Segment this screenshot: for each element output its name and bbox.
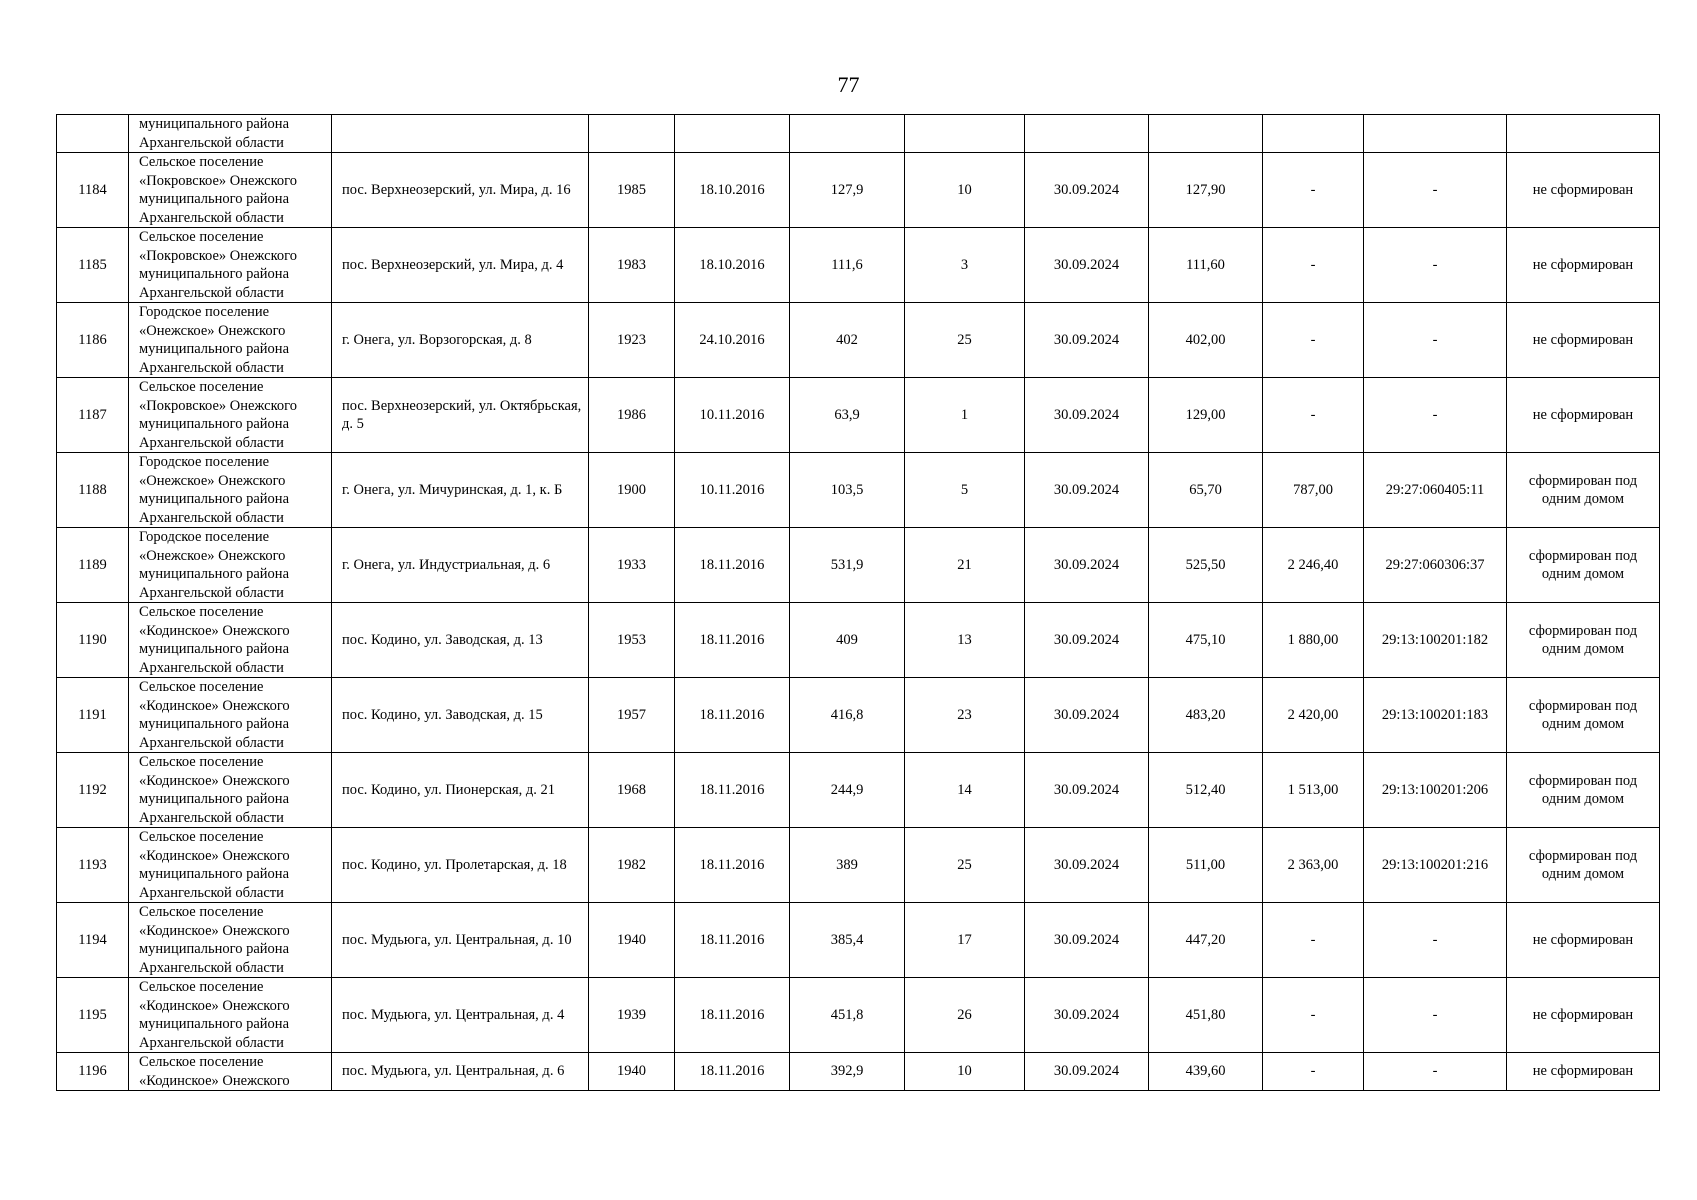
settlement-line: Городское поселение: [139, 454, 270, 470]
cell-residents-count: 3: [905, 228, 1025, 303]
table-body: [57, 115, 1660, 1091]
cell-settlement: [129, 303, 332, 378]
settlement-line: «Онежское» Онежского: [139, 547, 286, 564]
cell-total-area: 451,80: [1149, 978, 1263, 1053]
settlement-line: Сельское поселение: [139, 904, 264, 920]
cell-address: пос. Мудьюга, ул. Центральная, д. 10: [332, 903, 589, 978]
settlement-line: Архангельской области: [139, 584, 284, 601]
cell-land-area: -: [1263, 1053, 1364, 1091]
settlement-line: Архангельской области: [139, 659, 284, 676]
cell-total-area: 65,70: [1149, 453, 1263, 528]
cell-residents-count: 26: [905, 978, 1025, 1053]
cell-land-status: не сформирован: [1507, 153, 1660, 228]
cell-resettlement-deadline: 30.09.2024: [1025, 753, 1149, 828]
cell-land-area: -: [1263, 153, 1364, 228]
housing-registry-table: [56, 114, 1660, 1091]
settlement-line: Архангельской области: [139, 809, 284, 826]
cell-year-built: 1939: [589, 978, 675, 1053]
cell-living-area: 392,9: [790, 1053, 905, 1091]
cell-settlement: [129, 378, 332, 453]
cell-total-area: 512,40: [1149, 753, 1263, 828]
cell-settlement: [129, 1053, 332, 1091]
settlement-line: «Покровское» Онежского: [139, 397, 298, 414]
cell-recognition-date: 18.11.2016: [675, 603, 790, 678]
cell-year-built: 1923: [589, 303, 675, 378]
cell-settlement: [129, 603, 332, 678]
cell-number: 1194: [57, 903, 129, 978]
settlement-line: Сельское поселение: [139, 379, 264, 395]
cell-resettlement-deadline: 30.09.2024: [1025, 978, 1149, 1053]
cell-living-area: [790, 115, 905, 153]
cell-land-area: 1 880,00: [1263, 603, 1364, 678]
table-row: [57, 828, 1660, 903]
cell-address: пос. Верхнеозерский, ул. Мира, д. 4: [332, 228, 589, 303]
settlement-line: «Покровское» Онежского: [139, 172, 298, 189]
cell-land-status: сформирован под одним домом: [1507, 678, 1660, 753]
cell-land-status: не сформирован: [1507, 303, 1660, 378]
cell-year-built: 1953: [589, 603, 675, 678]
cell-land-status: не сформирован: [1507, 1053, 1660, 1091]
cell-living-area: 451,8: [790, 978, 905, 1053]
cell-address: [332, 115, 589, 153]
cell-land-status: сформирован под одним домом: [1507, 453, 1660, 528]
cell-settlement: [129, 903, 332, 978]
settlement-line: Городское поселение: [139, 529, 270, 545]
cell-land-status: сформирован под одним домом: [1507, 603, 1660, 678]
cell-resettlement-deadline: 30.09.2024: [1025, 903, 1149, 978]
cell-cadastral-number: -: [1364, 378, 1507, 453]
cell-number: 1191: [57, 678, 129, 753]
cell-residents-count: 13: [905, 603, 1025, 678]
cell-cadastral-number: -: [1364, 1053, 1507, 1091]
cell-number: 1185: [57, 228, 129, 303]
cell-settlement: [129, 678, 332, 753]
table-row: [57, 1053, 1660, 1091]
settlement-line: «Кодинское» Онежского: [139, 997, 290, 1014]
settlement-line: Сельское поселение: [139, 1054, 264, 1070]
cell-resettlement-deadline: 30.09.2024: [1025, 228, 1149, 303]
cell-recognition-date: 18.11.2016: [675, 528, 790, 603]
cell-resettlement-deadline: 30.09.2024: [1025, 828, 1149, 903]
cell-address: пос. Верхнеозерский, ул. Октябрьская, д. 5: [332, 378, 589, 453]
cell-address: пос. Кодино, ул. Заводская, д. 15: [332, 678, 589, 753]
table-row: [57, 453, 1660, 528]
cell-residents-count: 5: [905, 453, 1025, 528]
cell-cadastral-number: -: [1364, 228, 1507, 303]
cell-total-area: 447,20: [1149, 903, 1263, 978]
cell-cadastral-number: -: [1364, 978, 1507, 1053]
cell-recognition-date: 18.11.2016: [675, 903, 790, 978]
cell-total-area: 127,90: [1149, 153, 1263, 228]
cell-settlement: [129, 753, 332, 828]
cell-recognition-date: 18.11.2016: [675, 678, 790, 753]
cell-total-area: 402,00: [1149, 303, 1263, 378]
table-row: [57, 903, 1660, 978]
cell-land-area: -: [1263, 378, 1364, 453]
cell-address: пос. Кодино, ул. Заводская, д. 13: [332, 603, 589, 678]
cell-living-area: 409: [790, 603, 905, 678]
settlement-line: «Кодинское» Онежского: [139, 847, 290, 864]
cell-year-built: 1940: [589, 1053, 675, 1091]
cell-living-area: 385,4: [790, 903, 905, 978]
settlement-line: Сельское поселение: [139, 604, 264, 620]
table-row: [57, 978, 1660, 1053]
cell-year-built: 1985: [589, 153, 675, 228]
cell-year-built: [589, 115, 675, 153]
settlement-line: «Онежское» Онежского: [139, 322, 286, 339]
cell-number: 1186: [57, 303, 129, 378]
page-number: 77: [837, 72, 860, 97]
cell-total-area: [1149, 115, 1263, 153]
settlement-line: муниципального района: [139, 191, 289, 207]
cell-living-area: 111,6: [790, 228, 905, 303]
settlement-line: Сельское поселение: [139, 154, 264, 170]
settlement-line: «Кодинское» Онежского: [139, 922, 290, 939]
cell-land-status: сформирован под одним домом: [1507, 753, 1660, 828]
cell-residents-count: [905, 115, 1025, 153]
settlement-line: Архангельской области: [139, 959, 284, 976]
cell-total-area: 483,20: [1149, 678, 1263, 753]
cell-year-built: 1968: [589, 753, 675, 828]
table-row: [57, 303, 1660, 378]
settlement-line: муниципального района: [139, 1016, 289, 1032]
cell-residents-count: 1: [905, 378, 1025, 453]
cell-settlement: [129, 978, 332, 1053]
settlement-line: Архангельской области: [139, 359, 284, 376]
cell-land-area: [1263, 115, 1364, 153]
cell-land-status: не сформирован: [1507, 903, 1660, 978]
table-row: [57, 153, 1660, 228]
cell-address: пос. Верхнеозерский, ул. Мира, д. 16: [332, 153, 589, 228]
cell-number: 1188: [57, 453, 129, 528]
cell-number: 1184: [57, 153, 129, 228]
settlement-line: муниципального района: [139, 416, 289, 432]
settlement-line: Архангельской области: [139, 734, 284, 751]
cell-year-built: 1940: [589, 903, 675, 978]
cell-recognition-date: [675, 115, 790, 153]
cell-year-built: 1933: [589, 528, 675, 603]
cell-recognition-date: 10.11.2016: [675, 378, 790, 453]
cell-recognition-date: 24.10.2016: [675, 303, 790, 378]
cell-resettlement-deadline: 30.09.2024: [1025, 678, 1149, 753]
cell-resettlement-deadline: 30.09.2024: [1025, 603, 1149, 678]
cell-year-built: 1982: [589, 828, 675, 903]
cell-land-area: 2 246,40: [1263, 528, 1364, 603]
cell-living-area: 531,9: [790, 528, 905, 603]
cell-land-area: -: [1263, 303, 1364, 378]
cell-total-area: 129,00: [1149, 378, 1263, 453]
cell-cadastral-number: 29:13:100201:206: [1364, 753, 1507, 828]
cell-number: 1196: [57, 1053, 129, 1091]
cell-settlement: [129, 453, 332, 528]
cell-land-area: 2 363,00: [1263, 828, 1364, 903]
settlement-line: муниципального района: [139, 866, 289, 882]
cell-number: 1189: [57, 528, 129, 603]
cell-cadastral-number: 29:13:100201:182: [1364, 603, 1507, 678]
settlement-line: муниципального района: [139, 641, 289, 657]
cell-living-area: 244,9: [790, 753, 905, 828]
cell-living-area: 103,5: [790, 453, 905, 528]
settlement-line: Сельское поселение: [139, 229, 264, 245]
cell-land-status: [1507, 115, 1660, 153]
settlement-line: муниципального района: [139, 341, 289, 357]
cell-residents-count: 17: [905, 903, 1025, 978]
cell-number: 1190: [57, 603, 129, 678]
cell-settlement: [129, 228, 332, 303]
cell-resettlement-deadline: [1025, 115, 1149, 153]
cell-settlement: [129, 528, 332, 603]
cell-address: пос. Мудьюга, ул. Центральная, д. 6: [332, 1053, 589, 1091]
cell-residents-count: 25: [905, 828, 1025, 903]
cell-settlement: [129, 115, 332, 153]
cell-settlement: [129, 828, 332, 903]
cell-living-area: 402: [790, 303, 905, 378]
cell-cadastral-number: 29:27:060405:11: [1364, 453, 1507, 528]
cell-residents-count: 14: [905, 753, 1025, 828]
cell-cadastral-number: -: [1364, 903, 1507, 978]
table-row: [57, 378, 1660, 453]
table-row: [57, 753, 1660, 828]
cell-total-area: 511,00: [1149, 828, 1263, 903]
settlement-line: муниципального района: [139, 566, 289, 582]
cell-resettlement-deadline: 30.09.2024: [1025, 1053, 1149, 1091]
settlement-line: Архангельской области: [139, 1034, 284, 1051]
cell-land-status: не сформирован: [1507, 228, 1660, 303]
cell-cadastral-number: -: [1364, 153, 1507, 228]
cell-land-status: сформирован под одним домом: [1507, 828, 1660, 903]
table-row: [57, 603, 1660, 678]
cell-number: 1193: [57, 828, 129, 903]
cell-address: пос. Кодино, ул. Пионерская, д. 21: [332, 753, 589, 828]
cell-land-status: сформирован под одним домом: [1507, 528, 1660, 603]
cell-number: 1195: [57, 978, 129, 1053]
cell-recognition-date: 18.10.2016: [675, 153, 790, 228]
cell-land-area: 1 513,00: [1263, 753, 1364, 828]
settlement-line: муниципального района: [139, 266, 289, 282]
cell-recognition-date: 18.11.2016: [675, 828, 790, 903]
cell-cadastral-number: [1364, 115, 1507, 153]
cell-year-built: 1983: [589, 228, 675, 303]
settlement-line: Архангельской области: [139, 284, 284, 301]
cell-residents-count: 23: [905, 678, 1025, 753]
cell-living-area: 127,9: [790, 153, 905, 228]
settlement-line: Архангельской области: [139, 434, 284, 451]
settlement-line: «Покровское» Онежского: [139, 247, 298, 264]
cell-resettlement-deadline: 30.09.2024: [1025, 378, 1149, 453]
settlement-line: муниципального района: [139, 941, 289, 957]
cell-number: 1192: [57, 753, 129, 828]
table-row: [57, 228, 1660, 303]
cell-number: [57, 115, 129, 153]
table-row: [57, 115, 1660, 153]
settlement-line: Архангельской области: [139, 509, 284, 526]
cell-recognition-date: 18.10.2016: [675, 228, 790, 303]
cell-total-area: 525,50: [1149, 528, 1263, 603]
cell-cadastral-number: 29:13:100201:216: [1364, 828, 1507, 903]
cell-resettlement-deadline: 30.09.2024: [1025, 153, 1149, 228]
cell-cadastral-number: 29:13:100201:183: [1364, 678, 1507, 753]
cell-year-built: 1957: [589, 678, 675, 753]
cell-resettlement-deadline: 30.09.2024: [1025, 453, 1149, 528]
cell-settlement: [129, 153, 332, 228]
settlement-line: муниципального района: [139, 491, 289, 507]
cell-address: г. Онега, ул. Ворзогорская, д. 8: [332, 303, 589, 378]
cell-cadastral-number: 29:27:060306:37: [1364, 528, 1507, 603]
cell-living-area: 389: [790, 828, 905, 903]
cell-total-area: 111,60: [1149, 228, 1263, 303]
settlement-line: Архангельской области: [139, 209, 284, 226]
settlement-line: «Кодинское» Онежского: [139, 772, 290, 789]
settlement-line: муниципального района: [139, 791, 289, 807]
cell-recognition-date: 18.11.2016: [675, 1053, 790, 1091]
settlement-line: муниципального района: [139, 116, 289, 132]
cell-address: г. Онега, ул. Мичуринская, д. 1, к. Б: [332, 453, 589, 528]
cell-residents-count: 25: [905, 303, 1025, 378]
settlement-line: Сельское поселение: [139, 679, 264, 695]
cell-recognition-date: 10.11.2016: [675, 453, 790, 528]
cell-land-area: -: [1263, 978, 1364, 1053]
cell-address: г. Онега, ул. Индустриальная, д. 6: [332, 528, 589, 603]
settlement-line: «Онежское» Онежского: [139, 472, 286, 489]
cell-address: пос. Мудьюга, ул. Центральная, д. 4: [332, 978, 589, 1053]
cell-living-area: 416,8: [790, 678, 905, 753]
cell-resettlement-deadline: 30.09.2024: [1025, 303, 1149, 378]
cell-recognition-date: 18.11.2016: [675, 978, 790, 1053]
cell-land-status: не сформирован: [1507, 978, 1660, 1053]
settlement-line: Архангельской области: [139, 884, 284, 901]
settlement-line: «Кодинское» Онежского: [139, 622, 290, 639]
cell-residents-count: 10: [905, 153, 1025, 228]
cell-land-area: 2 420,00: [1263, 678, 1364, 753]
cell-year-built: 1900: [589, 453, 675, 528]
cell-land-status: не сформирован: [1507, 378, 1660, 453]
cell-resettlement-deadline: 30.09.2024: [1025, 528, 1149, 603]
cell-living-area: 63,9: [790, 378, 905, 453]
table-row: [57, 528, 1660, 603]
cell-address: пос. Кодино, ул. Пролетарская, д. 18: [332, 828, 589, 903]
cell-year-built: 1986: [589, 378, 675, 453]
cell-total-area: 475,10: [1149, 603, 1263, 678]
settlement-line: Сельское поселение: [139, 979, 264, 995]
table-row: [57, 678, 1660, 753]
cell-land-area: -: [1263, 903, 1364, 978]
cell-residents-count: 21: [905, 528, 1025, 603]
settlement-line: Сельское поселение: [139, 829, 264, 845]
settlement-line: «Кодинское» Онежского: [139, 697, 290, 714]
settlement-line: муниципального района: [139, 716, 289, 732]
cell-land-area: 787,00: [1263, 453, 1364, 528]
settlement-line: «Кодинское» Онежского: [139, 1072, 290, 1089]
cell-total-area: 439,60: [1149, 1053, 1263, 1091]
settlement-line: Архангельской области: [139, 134, 284, 151]
settlement-line: Городское поселение: [139, 304, 270, 320]
cell-cadastral-number: -: [1364, 303, 1507, 378]
cell-residents-count: 10: [905, 1053, 1025, 1091]
cell-number: 1187: [57, 378, 129, 453]
settlement-line: Сельское поселение: [139, 754, 264, 770]
cell-recognition-date: 18.11.2016: [675, 753, 790, 828]
cell-land-area: -: [1263, 228, 1364, 303]
